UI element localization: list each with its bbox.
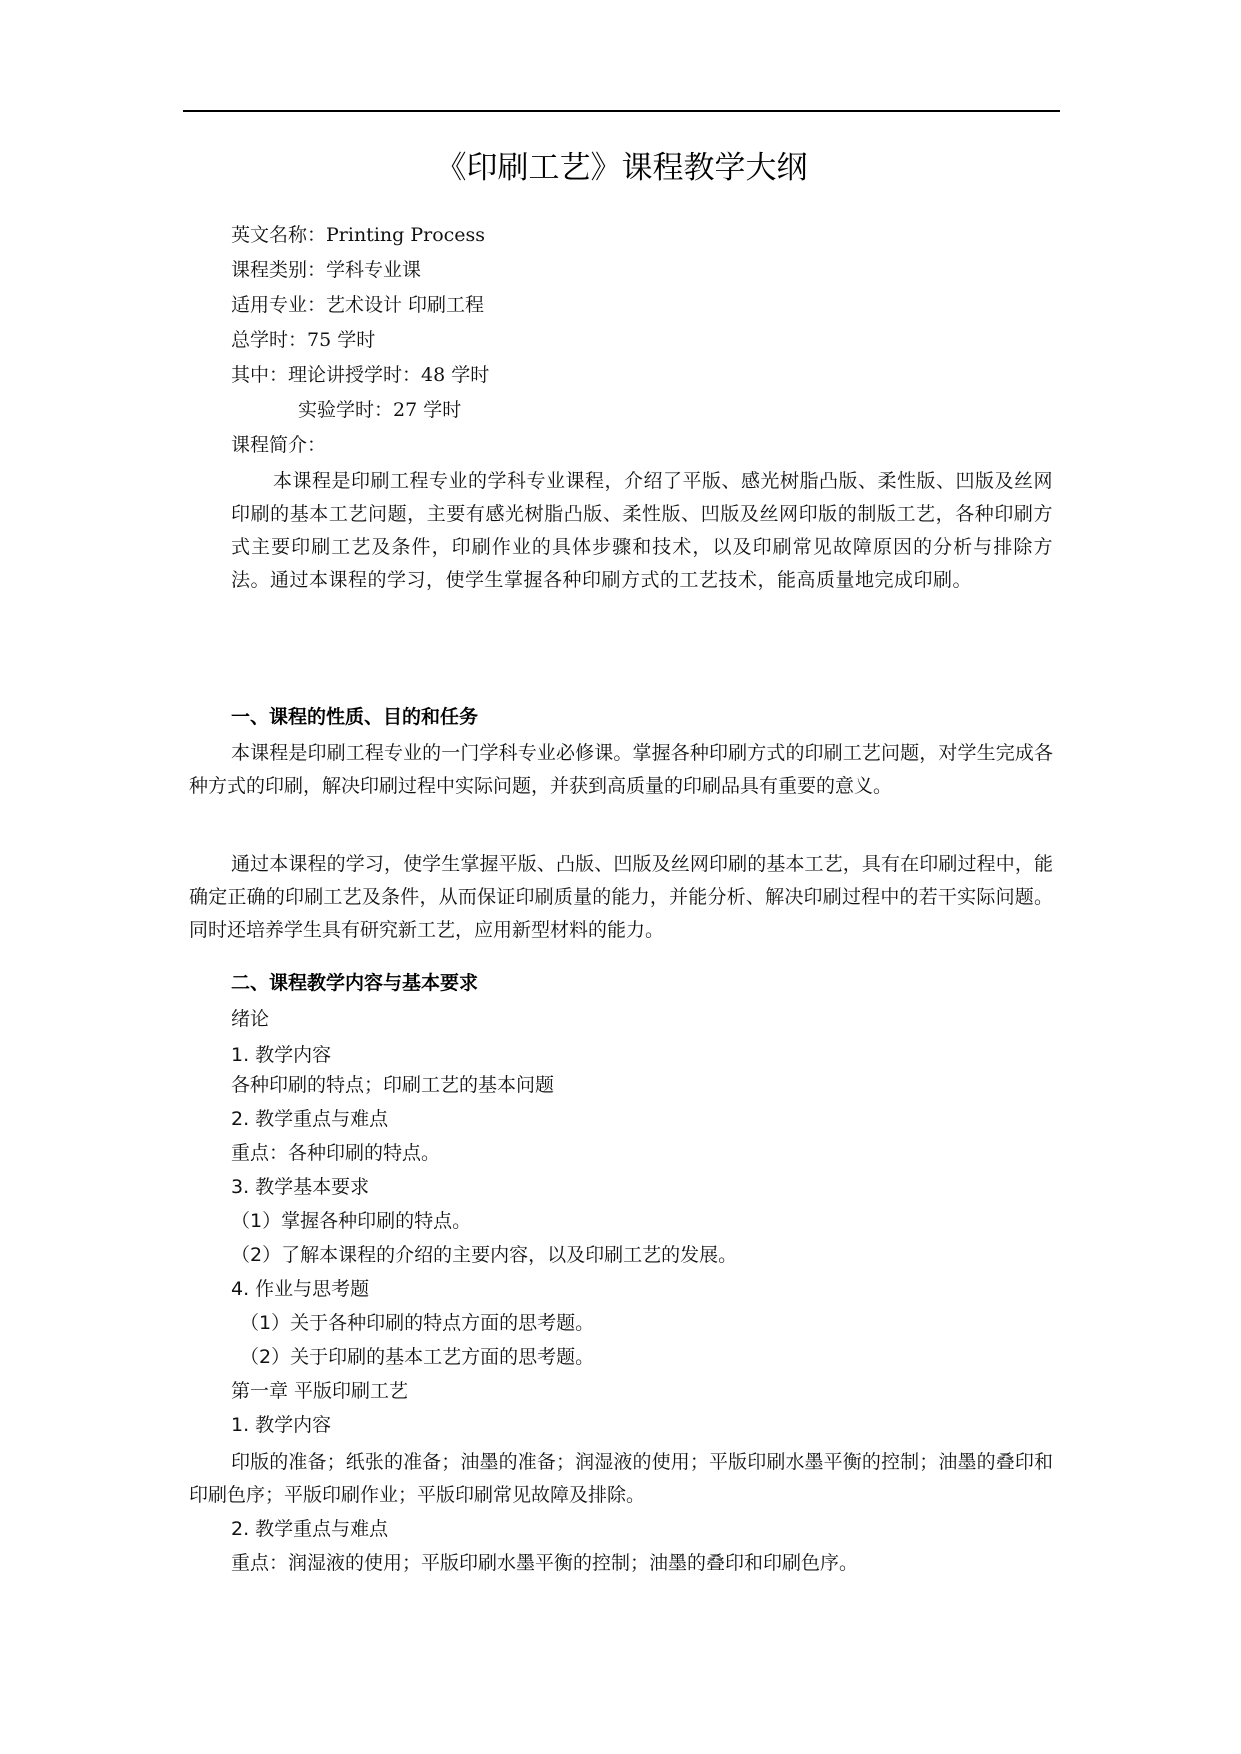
course-category: 课程类别：学科专业课: [231, 259, 422, 281]
intro-hw2: （2）关于印刷的基本工艺方面的思考题。: [240, 1346, 595, 1368]
section1-heading: 一、课程的性质、目的和任务: [231, 706, 479, 728]
section2-heading: 二、课程教学内容与基本要求: [231, 972, 479, 994]
theory-hours: 其中：理论讲授学时：48 学时: [231, 364, 490, 386]
intro-label: 课程简介：: [231, 434, 327, 456]
intro-hw1: （1）关于各种印刷的特点方面的思考题。: [240, 1312, 595, 1334]
intro-req1: （1）掌握各种印刷的特点。: [231, 1210, 472, 1232]
intro-key-label: 2. 教学重点与难点: [231, 1108, 389, 1130]
ch1-key-label: 2. 教学重点与难点: [231, 1518, 389, 1540]
intro-req-label: 3. 教学基本要求: [231, 1176, 370, 1198]
applicable-major: 适用专业：艺术设计 印刷工程: [231, 294, 485, 316]
ch1-content: 印版的准备；纸张的准备；油墨的准备；润湿液的使用；平版印刷水墨平衡的控制；油墨的叠印和印刷色序；平版印刷作业；平版印刷常见故障及排除。: [189, 1451, 1053, 1506]
header-rule: [183, 110, 1060, 112]
ch1-key: 重点：润湿液的使用；平版印刷水墨平衡的控制；油墨的叠印和印刷色序。: [231, 1552, 859, 1574]
intro-key: 重点：各种印刷的特点。: [231, 1142, 441, 1164]
section1-para2: 通过本课程的学习，使学生掌握平版、凸版、凹版及丝网印刷的基本工艺，具有在印刷过程中，能确定正确的印刷工艺及条件，从而保证印刷质量的能力，并能分析、解决印刷过程中的若干实际问题。同时还培养学生具有研究新工艺，应用新型材料的能力。: [189, 853, 1053, 941]
ch1-content-label: 1. 教学内容: [231, 1414, 332, 1436]
chapter1-title: 第一章 平版印刷工艺: [231, 1380, 409, 1402]
intro-content-label: 1. 教学内容: [231, 1044, 332, 1066]
document-title: 《印刷工艺》课程教学大纲: [435, 150, 808, 186]
intro-hw-label: 4. 作业与思考题: [231, 1278, 370, 1300]
intro-content: 各种印刷的特点；印刷工艺的基本问题: [231, 1074, 555, 1096]
course-intro: 本课程是印刷工程专业的学科专业课程，介绍了平版、感光树脂凸版、柔性版、凹版及丝网印刷的基本工艺问题，主要有感光树脂凸版、柔性版、凹版及丝网印版的制版工艺，各种印刷方式主要印刷工艺及条件，印刷作业的具体步骤和技术，以及印刷常见故障原因的分析与排除方法。通过本课程的学习，使学生掌握各种印刷方式的工艺技术，能高质量地完成印刷。: [231, 470, 1054, 591]
intro-title: 绪论: [231, 1008, 270, 1030]
section1-para1: 本课程是印刷工程专业的一门学科专业必修课。掌握各种印刷方式的印刷工艺问题，对学生完成各种方式的印刷，解决印刷过程中实际问题，并获到高质量的印刷品具有重要的意义。: [189, 742, 1053, 797]
total-hours: 总学时：75 学时: [231, 329, 376, 351]
intro-req2: （2）了解本课程的介绍的主要内容，以及印刷工艺的发展。: [231, 1244, 738, 1266]
english-name: 英文名称：Printing Process: [231, 224, 486, 246]
lab-hours: 实验学时：27 学时: [298, 399, 462, 421]
